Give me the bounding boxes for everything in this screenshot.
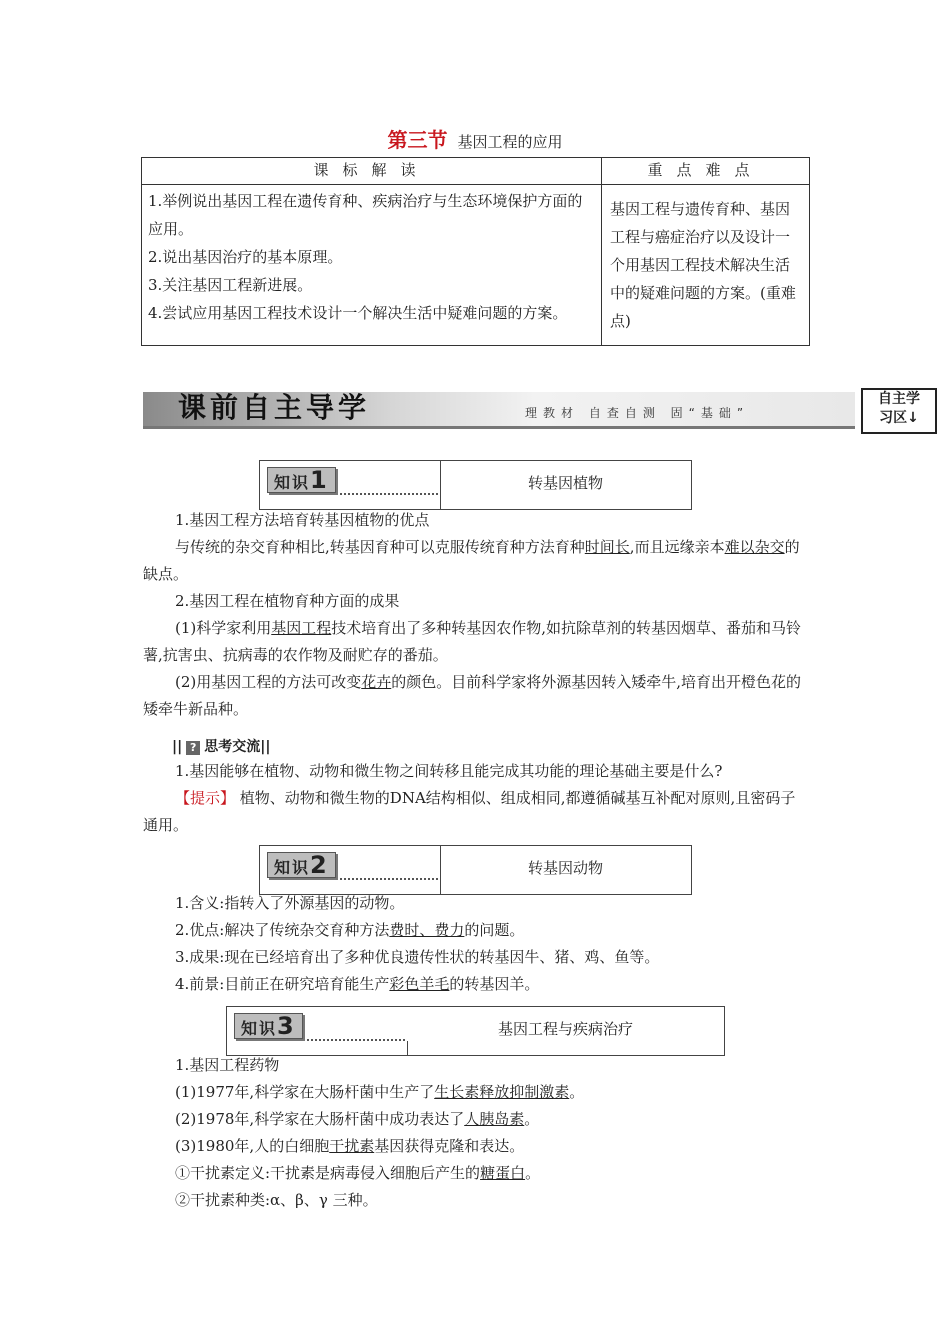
k3-a3: (3)1980年,人的白细胞干扰素基因获得克隆和表达。 [175, 1137, 525, 1155]
knowledge-label: 转基因植物 [527, 474, 603, 492]
k3-a2: (2)1978年,科学家在大肠杆菌中成功表达了人胰岛素。 [175, 1110, 540, 1128]
objective-item: 1.举例说出基因工程在遗传育种、疾病治疗与生态环境保护方面的应用。 [148, 192, 583, 238]
k1-p3: (2)用基因工程的方法可改变花卉的颜色。目前科学家将外源基因转入矮牵牛,培育出开橙色花的矮牵牛新品种。 [143, 673, 802, 718]
k1-content [143, 507, 810, 723]
knowledge-box-1 [259, 460, 692, 510]
think-exchange-heading: || ? 思考交流|| [172, 739, 271, 755]
objectives-list [142, 185, 602, 346]
section-number: 第三节 [387, 128, 448, 152]
section-title: 基因工程的应用 [457, 133, 563, 151]
keypoints-text: 基因工程与遗传育种、基因工程与癌症治疗以及设计一个用基因工程技术解决生活中的疑难问题的方案。(重难点) [602, 185, 810, 346]
k3-h1: 1.基因工程药物 [175, 1056, 280, 1074]
k3-a5: ②干扰素种类:α、β、γ 三种。 [175, 1191, 378, 1209]
col-header-keypoints: 重点难点 [602, 158, 810, 185]
k1-h1: 1.基因工程方法培育转基因植物的优点 [175, 511, 430, 529]
objective-item: 3.关注基因工程新进展。 [148, 276, 313, 294]
objective-item: 2.说出基因治疗的基本原理。 [148, 248, 343, 266]
knowledge-label: 转基因动物 [527, 859, 603, 877]
knowledge-tag: 知识2 [267, 852, 336, 878]
k1-p2: (1)科学家利用基因工程技术培育出了多种转基因农作物,如抗除草剂的转基因烟草、番茄和马铃薯,抗害虫、抗病毒的农作物及耐贮存的番茄。 [143, 619, 802, 664]
objective-item: 4.尝试应用基因工程技术设计一个解决生活中疑难问题的方案。 [148, 304, 568, 322]
dotted-line [307, 1039, 405, 1041]
k1-h2: 2.基因工程在植物育种方面的成果 [175, 592, 400, 610]
knowledge-tag: 知识3 [234, 1013, 303, 1039]
question-icon: ? [186, 741, 200, 755]
knowledge-label: 基因工程与疾病治疗 [497, 1020, 633, 1038]
k2-l1: 1.含义:指转入了外源基因的动物。 [175, 894, 405, 912]
k2-l3: 3.成果:现在已经培育出了多种优良遗传性状的转基因牛、猪、鸡、鱼等。 [175, 948, 660, 966]
self-study-zone-badge: 自主学 习区↓ [861, 388, 937, 434]
objectives-table [141, 157, 810, 346]
knowledge-box-3 [226, 1006, 725, 1056]
think-hint: 【提示】 植物、动物和微生物的DNA结构相似、组成相同,都遵循碱基互补配对原则,且密码子通用。 [143, 789, 796, 834]
k2-l4: 4.前景:目前正在研究培育能生产彩色羊毛的转基因羊。 [175, 975, 540, 993]
banner-subtitle: 理教材 自查自测 固“基础” [525, 406, 750, 420]
dotted-line [340, 878, 438, 880]
col-header-standards: 课标解读 [142, 158, 602, 185]
k3-content [143, 1052, 810, 1214]
k3-a4: ①干扰素定义:干扰素是病毒侵入细胞后产生的糖蛋白。 [175, 1164, 541, 1182]
knowledge-tag: 知识1 [267, 467, 336, 493]
think-content [143, 758, 810, 839]
think-question: 1.基因能够在植物、动物和微生物之间转移且能完成其功能的理论基础主要是什么? [175, 762, 723, 780]
section-heading [0, 124, 950, 153]
dotted-line [340, 493, 438, 495]
k2-content [143, 890, 810, 998]
k1-p1: 与传统的杂交育种相比,转基因育种可以克服传统育种方法育种时间长,而且远缘亲本难以杂交的缺点。 [143, 538, 800, 583]
k3-a1: (1)1977年,科学家在大肠杆菌中生产了生长素释放抑制激素。 [175, 1083, 585, 1101]
k2-l2: 2.优点:解决了传统杂交育种方法费时、费力的问题。 [175, 921, 525, 939]
banner-title: 课前自主导学 [178, 391, 371, 424]
knowledge-box-2 [259, 845, 692, 895]
